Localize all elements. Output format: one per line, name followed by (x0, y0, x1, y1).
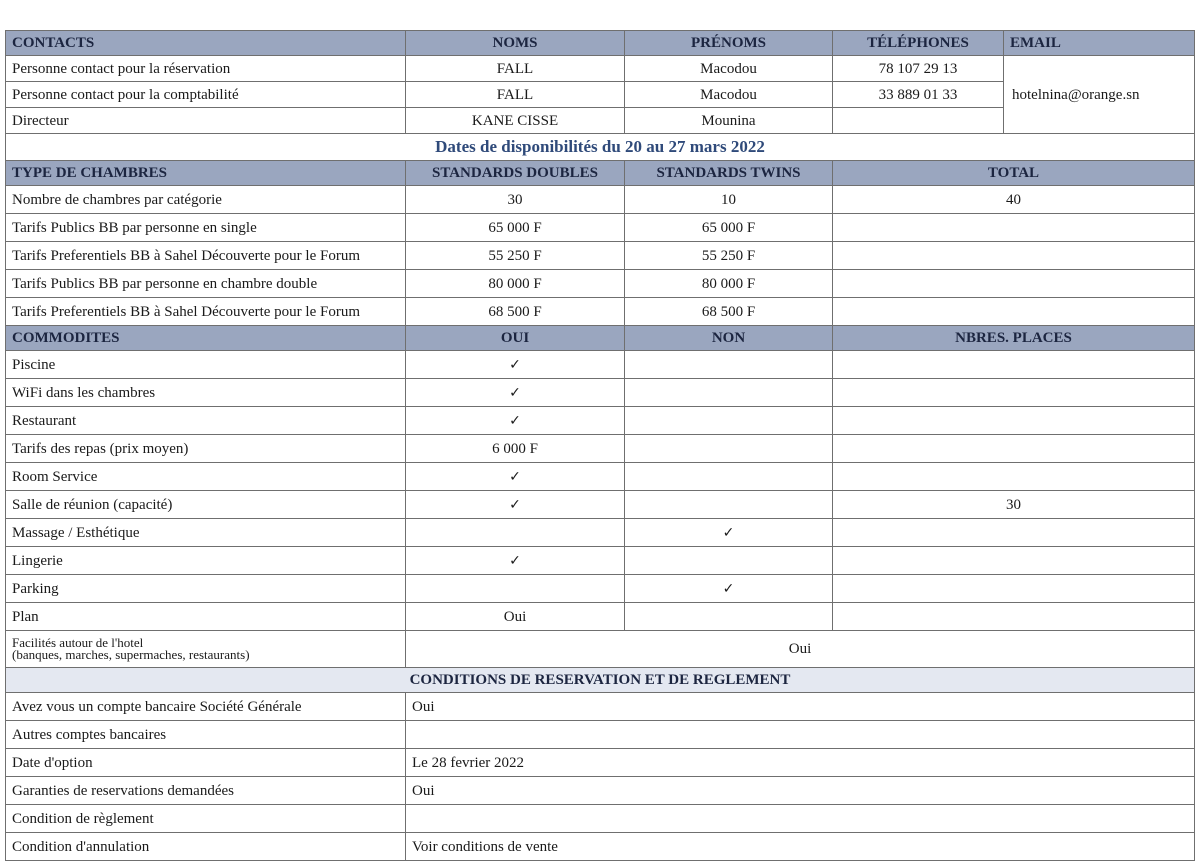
non-header: NON (625, 326, 833, 351)
contact-nom: FALL (406, 56, 625, 82)
condition-value (406, 805, 1195, 833)
room-twins: 68 500 F (625, 298, 833, 326)
room-total (833, 270, 1195, 298)
amenity-non (625, 463, 833, 491)
amenity-label: Restaurant (6, 407, 406, 435)
amenity-oui (406, 351, 625, 379)
check-icon: ✓ (509, 412, 521, 429)
amenity-row (6, 463, 1195, 491)
check-icon: ✓ (722, 580, 735, 597)
amenity-oui (406, 575, 625, 603)
condition-row (6, 805, 1195, 833)
room-twins: 55 250 F (625, 242, 833, 270)
amenity-places (833, 603, 1195, 631)
standards-twins-header: STANDARDS TWINS (625, 161, 833, 186)
amenity-non (625, 379, 833, 407)
condition-value: Voir conditions de vente (406, 833, 1195, 861)
facilities-value: Oui (406, 631, 1195, 668)
amenity-places (833, 547, 1195, 575)
amenity-oui (406, 491, 625, 519)
room-twins: 10 (625, 186, 833, 214)
condition-row (6, 693, 1195, 721)
telephones-header: TÉLÉPHONES (833, 31, 1004, 56)
contact-nom: FALL (406, 82, 625, 108)
condition-row (6, 833, 1195, 861)
amenity-row (6, 379, 1195, 407)
amenity-places (833, 379, 1195, 407)
amenity-places (833, 575, 1195, 603)
room-label: Nombre de chambres par catégorie (6, 186, 406, 214)
room-total (833, 298, 1195, 326)
contact-row (6, 56, 1195, 82)
amenity-label: Massage / Esthétique (6, 519, 406, 547)
amenity-label: Lingerie (6, 547, 406, 575)
contact-tel: 78 107 29 13 (833, 56, 1004, 82)
amenity-label: Room Service (6, 463, 406, 491)
room-twins: 65 000 F (625, 214, 833, 242)
amenity-non (625, 575, 833, 603)
amenity-oui (406, 547, 625, 575)
check-icon: ✓ (509, 468, 521, 485)
amenity-oui (406, 379, 625, 407)
dates-row (6, 134, 1195, 161)
room-row (6, 186, 1195, 214)
room-label: Tarifs Publics BB par personne en chambre double (6, 270, 406, 298)
room-doubles: 55 250 F (406, 242, 625, 270)
room-row (6, 242, 1195, 270)
room-label: Tarifs Publics BB par personne en single (6, 214, 406, 242)
room-doubles: 80 000 F (406, 270, 625, 298)
amenity-row (6, 547, 1195, 575)
facilities-label-line2: (banques, marches, supermaches, restaurants) (12, 647, 250, 662)
contact-nom: KANE CISSE (406, 108, 625, 134)
commodites-header: COMMODITES (6, 326, 406, 351)
noms-header: NOMS (406, 31, 625, 56)
amenity-non (625, 547, 833, 575)
contact-email: hotelnina@orange.sn (1004, 56, 1195, 134)
room-total (833, 214, 1195, 242)
contact-label: Directeur (6, 108, 406, 134)
amenity-oui (406, 519, 625, 547)
amenity-oui (406, 463, 625, 491)
room-doubles: 30 (406, 186, 625, 214)
amenity-non (625, 435, 833, 463)
check-icon: ✓ (722, 524, 735, 541)
check-icon: ✓ (509, 384, 521, 401)
amenity-non (625, 407, 833, 435)
standards-doubles-header: STANDARDS DOUBLES (406, 161, 625, 186)
condition-value: Oui (406, 777, 1195, 805)
room-doubles: 65 000 F (406, 214, 625, 242)
amenity-places (833, 463, 1195, 491)
email-header: EMAIL (1004, 31, 1195, 56)
room-label: Tarifs Preferentiels BB à Sahel Découverte pour le Forum (6, 298, 406, 326)
contact-prenom: Macodou (625, 82, 833, 108)
total-header: TOTAL (833, 161, 1195, 186)
room-row (6, 298, 1195, 326)
condition-label: Garanties de reservations demandées (6, 777, 406, 805)
check-icon: ✓ (509, 356, 521, 373)
amenity-label: Tarifs des repas (prix moyen) (6, 435, 406, 463)
amenity-places (833, 519, 1195, 547)
places-header: NBRES. PLACES (833, 326, 1195, 351)
condition-row (6, 777, 1195, 805)
facilities-row (6, 631, 1195, 668)
amenity-row (6, 491, 1195, 519)
contacts-header-row (6, 31, 1195, 56)
amenity-non (625, 351, 833, 379)
room-twins: 80 000 F (625, 270, 833, 298)
contact-tel (833, 108, 1004, 134)
amenity-row (6, 435, 1195, 463)
amenity-row (6, 351, 1195, 379)
contact-tel: 33 889 01 33 (833, 82, 1004, 108)
condition-label: Avez vous un compte bancaire Société Générale (6, 693, 406, 721)
condition-value: Oui (406, 693, 1195, 721)
facilities-label-line1: Facilités autour de l'hotel (12, 635, 144, 650)
conditions-title: CONDITIONS DE RESERVATION ET DE REGLEMENT (6, 668, 1195, 693)
amenity-oui: 6 000 F (406, 435, 625, 463)
amenity-non (625, 519, 833, 547)
room-doubles: 68 500 F (406, 298, 625, 326)
amenity-row (6, 519, 1195, 547)
check-icon: ✓ (509, 552, 521, 569)
condition-row (6, 749, 1195, 777)
contact-prenom: Macodou (625, 56, 833, 82)
rooms-header-row (6, 161, 1195, 186)
contact-label: Personne contact pour la réservation (6, 56, 406, 82)
amenity-places (833, 407, 1195, 435)
amenity-non (625, 491, 833, 519)
contact-label: Personne contact pour la comptabilité (6, 82, 406, 108)
room-row (6, 214, 1195, 242)
room-type-header: TYPE DE CHAMBRES (6, 161, 406, 186)
amenity-places: 30 (833, 491, 1195, 519)
amenity-row (6, 575, 1195, 603)
amenity-label: WiFi dans les chambres (6, 379, 406, 407)
condition-label: Condition d'annulation (6, 833, 406, 861)
amenity-label: Salle de réunion (capacité) (6, 491, 406, 519)
condition-row (6, 721, 1195, 749)
condition-label: Date d'option (6, 749, 406, 777)
room-total: 40 (833, 186, 1195, 214)
condition-value: Le 28 fevrier 2022 (406, 749, 1195, 777)
amenity-places (833, 351, 1195, 379)
amenity-label: Parking (6, 575, 406, 603)
prenoms-header: PRÉNOMS (625, 31, 833, 56)
condition-label: Condition de règlement (6, 805, 406, 833)
condition-value (406, 721, 1195, 749)
contact-prenom: Mounina (625, 108, 833, 134)
amenity-row (6, 407, 1195, 435)
amenity-label: Piscine (6, 351, 406, 379)
condition-label: Autres comptes bancaires (6, 721, 406, 749)
amenity-non (625, 603, 833, 631)
amenities-header-row (6, 326, 1195, 351)
room-label: Tarifs Preferentiels BB à Sahel Découverte pour le Forum (6, 242, 406, 270)
check-icon: ✓ (509, 496, 521, 513)
hotel-info-table (5, 30, 1195, 861)
amenity-places (833, 435, 1195, 463)
facilities-label (6, 631, 406, 668)
contacts-header: CONTACTS (6, 31, 406, 56)
amenity-row (6, 603, 1195, 631)
oui-header: OUI (406, 326, 625, 351)
amenity-oui: Oui (406, 603, 625, 631)
dates-title: Dates de disponibilités du 20 au 27 mars 2022 (6, 134, 1195, 161)
amenity-oui (406, 407, 625, 435)
conditions-header-row (6, 668, 1195, 693)
amenity-label: Plan (6, 603, 406, 631)
room-row (6, 270, 1195, 298)
room-total (833, 242, 1195, 270)
